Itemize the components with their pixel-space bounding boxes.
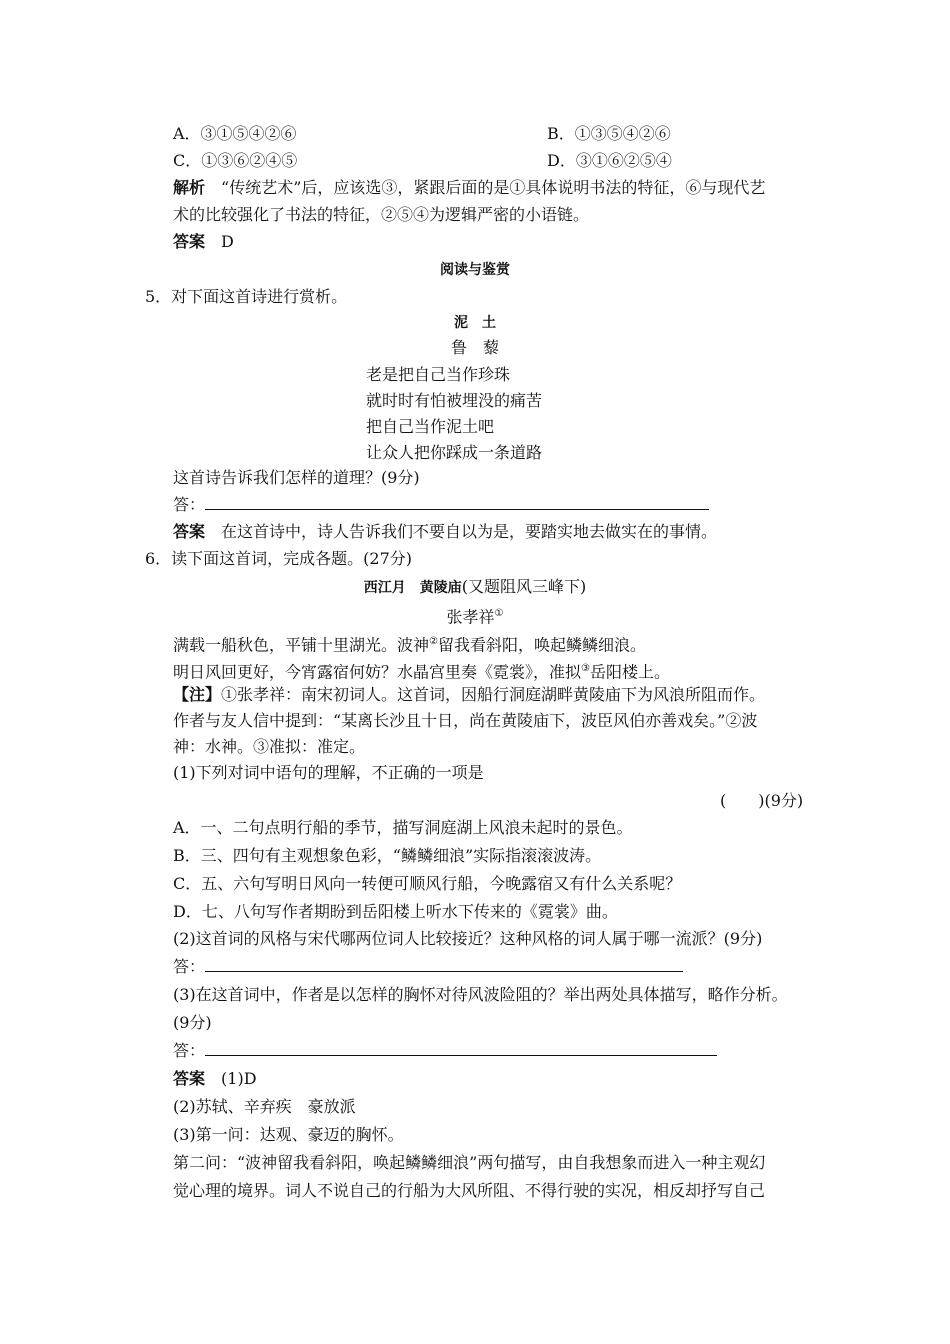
poem-line-4: 让众人把你踩成一条道路 <box>366 443 543 462</box>
option-b: B．①③⑤④②⑥ <box>547 124 671 143</box>
q5-answer <box>173 521 717 543</box>
q5-question: 这首诗告诉我们怎样的道理？(9分) <box>173 468 420 487</box>
ci-title <box>0 576 950 599</box>
answer-prompt: 答： <box>173 495 206 514</box>
answer-prompt: 答： <box>173 957 206 976</box>
ci-title-main: 西江月 黄陵庙 <box>363 580 462 596</box>
verse-text: 留我看斜阳，唤起鳞鳞细浪。 <box>437 635 646 655</box>
poem-line-1: 老是把自己当作珍珠 <box>366 365 511 384</box>
q4-answer <box>173 231 234 253</box>
sub-question-2: (2)这首词的风格与宋代哪两位词人比较接近？这种风格的词人属于哪一流派？(9分) <box>173 929 763 948</box>
option-c: C．①③⑥②④⑤ <box>173 151 298 170</box>
note-line-3: 神：水神。③准拟：准定。 <box>173 737 366 756</box>
note-label: 【注】 <box>173 685 222 704</box>
verse-line-1 <box>173 631 646 656</box>
answer-bracket[interactable]: ( )(9分) <box>720 791 804 810</box>
sub1-option-c: C．五、六句写明日风向一转便可顺风行船，今晚露宿又有什么关系呢？ <box>173 874 682 893</box>
poem-line-2: 就时时有怕被埋没的痛苦 <box>366 391 543 410</box>
sub1-option-b: B．三、四句有主观想象色彩，“鳞鳞细浪”实际指滚滚波涛。 <box>173 846 602 865</box>
sub3-answer-blank <box>173 1040 717 1062</box>
analysis-line-2: 术的比较强化了书法的特征，②⑤④为逻辑严密的小语链。 <box>173 205 590 224</box>
answer-2: (2)苏轼、辛弃疾 豪放派 <box>173 1097 356 1116</box>
note-marker: ③ <box>581 663 590 674</box>
sub1-option-d: D．七、八句写作者期盼到岳阳楼上听水下传来的《霓裳》曲。 <box>173 902 618 921</box>
answer-line[interactable] <box>205 1041 717 1056</box>
note-marker: ② <box>429 636 438 647</box>
note-text: ①张孝祥：南宋初词人。这首词，因船行洞庭湖畔黄陵庙下为风浪所阻而作。 <box>221 685 766 704</box>
section-title: 阅读与鉴赏 <box>440 262 510 278</box>
poem-line-3: 把自己当作泥土吧 <box>366 417 495 436</box>
poem-title: 泥 土 <box>454 315 496 331</box>
option-d: D．③①⑥②⑤④ <box>547 151 672 170</box>
analysis-label: 解析 <box>173 178 206 197</box>
verse-text: 满载一船秋色，平铺十里湖光。波神 <box>173 635 430 655</box>
analysis-text-1: “传统艺术”后，应该选③，紧跟后面的是①具体说明书法的特征，⑥与现代艺 <box>221 178 766 197</box>
answer-4-line-2: 觉心理的境界。词人不说自己的行船为大风所阻、不得行驶的实况，相反却抒写自己 <box>173 1181 766 1200</box>
answer-prompt: 答： <box>173 1041 206 1060</box>
answer-4-line-1: 第二问：“波神留我看斜阳，唤起鳞鳞细浪”两句描写，由自我想象而进入一种主观幻 <box>173 1153 766 1172</box>
note-line-2: 作者与友人信中提到：“某离长沙且十日，尚在黄陵庙下，波臣风伯亦善戏矣。”②波 <box>173 711 758 730</box>
ci-author <box>0 603 950 628</box>
answer-text: 在这首诗中，诗人告诉我们不要自以为是，要踏实地去做实在的事情。 <box>221 522 718 541</box>
answer-label: 答案 <box>173 522 206 541</box>
ci-title-sub: (又题阻风三峰下) <box>461 577 587 596</box>
note-marker: ① <box>494 608 504 619</box>
answer-value: D <box>221 232 234 251</box>
sub-question-3-line-2: (9分) <box>173 1013 212 1032</box>
q6-answer <box>173 1068 257 1090</box>
answer-line[interactable] <box>205 957 683 972</box>
note-line-1 <box>173 684 765 706</box>
q6-stem: 6．读下面这首词，完成各题。(27分) <box>145 549 413 568</box>
sub-question-3-line-1: (3)在这首词中，作者是以怎样的胸怀对待风波险阻的？举出两处具体描写，略作分析。 <box>173 985 788 1004</box>
verse-line-2 <box>173 658 670 683</box>
sub2-answer-blank <box>173 956 683 978</box>
analysis-line-1 <box>173 177 765 199</box>
verse-text: 明日风回更好，今宵露宿何妨？水晶宫里奏《霓裳》，准拟 <box>173 662 582 682</box>
ci-author-name: 张孝祥 <box>446 607 495 627</box>
sub-question-1: (1)下列对词中语句的理解，不正确的一项是 <box>173 763 484 782</box>
answer-label: 答案 <box>173 1069 206 1088</box>
answer-label: 答案 <box>173 232 206 251</box>
option-a: A．③①⑤④②⑥ <box>173 124 297 143</box>
answer-1: (1)D <box>221 1069 257 1088</box>
poem-author: 鲁 藜 <box>450 338 499 357</box>
q5-stem: 5．对下面这首诗进行赏析。 <box>145 287 348 306</box>
sub1-option-a: A．一、二句点明行船的季节，描写洞庭湖上风浪未起时的景色。 <box>173 818 633 837</box>
verse-text: 岳阳楼上。 <box>589 662 670 682</box>
answer-line[interactable] <box>205 495 709 510</box>
answer-3: (3)第一问：达观、豪迈的胸怀。 <box>173 1125 404 1144</box>
q5-answer-blank <box>173 494 709 516</box>
